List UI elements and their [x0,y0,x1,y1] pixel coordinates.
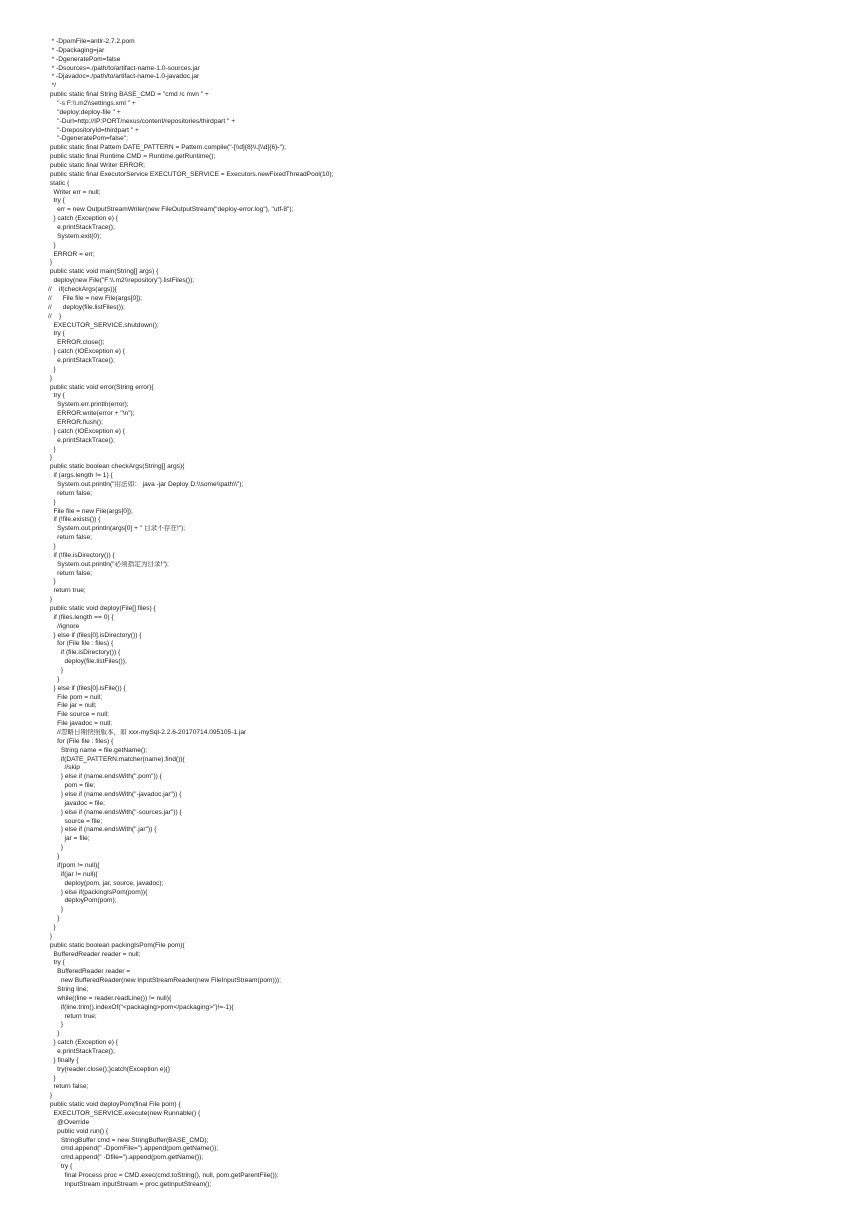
code-line: } [48,1074,56,1082]
code-line: @Override [48,1118,90,1126]
code-line: return false; [48,534,92,542]
code-line: File pom = null; [48,693,103,701]
code-line: e.printStackTrace(); [48,436,115,444]
code-line: } [48,667,64,675]
code-line: e.printStackTrace(); [48,1047,115,1055]
code-line: public static final Writer ERROR; [48,162,145,170]
code-line: return true; [48,587,86,595]
code-line: } [48,365,56,373]
code-line: public static void main(String[] args) { [48,268,159,276]
code-line: while((line = reader.readLine()) != null){ [48,994,172,1002]
code-line: } [48,1021,64,1029]
code-line: } else if (name.endsWith(".pom")) { [48,773,162,781]
code-line: public static final ExecutorService EXECUTOR_SERVICE = Executors.newFixedThreadPool(10); [48,170,334,178]
code-line: try { [48,959,65,967]
code-line: } [48,498,56,506]
code-line: ERROR.flush(); [48,418,103,426]
code-line: } catch (IOException e) { [48,348,125,356]
code-line: } else if (name.endsWith("-javadoc.jar")) { [48,791,182,799]
code-line: "-Durl=http://IP:PORT/nexus/content/repositories/thirdpart " + [48,117,236,125]
code-line: * -Dsources=./path/to/artifact-name-1.0-sources.jar [48,64,200,72]
code-line: } [48,1092,53,1100]
code-line: public static void error(String error){ [48,383,154,391]
code-line: InputStream inputStream = proc.getInputStream(); [48,1180,212,1188]
code-line: try { [48,392,65,400]
code-line: try{reader.close();}catch(Exception e){} [48,1065,171,1073]
code-line: } catch (Exception e) { [48,1039,119,1047]
code-line: try { [48,1163,73,1171]
code-line: "-DgeneratePom=false"; [48,135,128,143]
code-line: // File file = new File(args[0]); [48,294,142,302]
code-line: } [48,906,64,914]
code-line: String name = file.getName(); [48,746,148,754]
code-line: for (File file : files) { [48,640,114,648]
code-line: } [48,374,53,382]
code-line: if(line.trim().indexOf("<packaging>pom</packaging>")!=-1){ [48,1003,234,1011]
code-line: ERROR = err; [48,250,95,258]
code-line: */ [48,82,57,90]
code-line: "-DrepositoryId=thirdpart " + [48,126,139,134]
code-line: for (File file : files) { [48,737,114,745]
code-line: "-s F:\\.m2\\settings.xml " + [48,100,136,108]
code-line: // if(checkArgs(args)){ [48,286,117,294]
code-line: } [48,454,53,462]
code-line: } [48,932,53,940]
code-line: if(jar != null){ [48,870,98,878]
code-line: if(pom != null){ [48,861,100,869]
code-line: System.out.println("必须指定为目录!"); [48,560,169,568]
code-line: return false; [48,569,92,577]
code-line: System.exit(0); [48,232,102,240]
code-line: } else if(packingIsPom(pom)){ [48,888,148,896]
code-line: System.out.println("用法如： java -jar Deploy D:\\some\\path\\"); [48,480,244,488]
code-line: return true; [48,1012,97,1020]
code-line: //忽略日期快照版本，如 xxx-mySql-2.2.6-20170714.095105-1.jar [48,729,247,737]
code-line: } [48,596,53,604]
code-line: "deploy:deploy-file " + [48,108,121,116]
code-line: // } [48,312,62,320]
code-line: StringBuffer cmd = new StringBuffer(BASE_CMD); [48,1136,209,1144]
code-line: } [48,445,56,453]
code-line: javadoc = file; [48,799,105,807]
code-line: return false; [48,489,92,497]
code-line: } [48,853,60,861]
code-line: deploy(file.listFiles()); [48,658,127,666]
code-line: } [48,259,53,267]
code-line: if (args.length != 1) { [48,472,113,480]
code-line: deployPom(pom); [48,897,117,905]
code-line: if (file.isDirectory()) { [48,649,121,657]
code-line: } catch (IOException e) { [48,427,125,435]
code-line: File jar = null; [48,702,97,710]
code-line: BufferedReader reader = [48,968,131,976]
code-line: } [48,923,56,931]
code-line: cmd.append(" -Dfile=").append(pom.getName()); [48,1154,204,1162]
code-line: public static boolean checkArgs(String[] args){ [48,463,185,471]
code-line: * -Dpackaging=jar [48,46,105,54]
code-line: Writer err = null; [48,188,101,196]
code-line: System.err.println(error); [48,401,129,409]
code-line: ERROR.write(error + "\n"); [48,410,135,418]
code-line: deploy(pom, jar, source, javadoc); [48,879,164,887]
code-line: } else if (files[0].isDirectory()) { [48,631,142,639]
code-line: //ignore [48,622,80,630]
code-line: * -Djavadoc=./path/to/artifact-name-1.0-javadoc.jar [48,73,200,81]
code-line: File file = new File(args[0]); [48,507,133,515]
code-line: File javadoc = null; [48,720,112,728]
code-line: source = file; [48,817,103,825]
code-line: * -DpomFile=antlr-2.7.2.pom [48,38,135,45]
code-line: deploy(new File("F:\\.m2\\repository").listFiles()); [48,277,195,285]
code-line: File source = null; [48,711,110,719]
code-line: } [48,675,60,683]
code-line: //skip [48,764,80,772]
code-line: static { [48,179,70,187]
code-line: try { [48,197,65,205]
code-line: if (!file.exists()) { [48,516,101,524]
code-line: } finally { [48,1056,79,1064]
code-line: try { [48,330,65,338]
code-line: err = new OutputStreamWriter(new FileOutputStream("deploy-error.log"), "utf-8"); [48,206,294,214]
code-line: } [48,241,56,249]
code-line: } [48,542,56,550]
code-listing [48,38,848,1190]
code-line: public static void deployPom(final File pom) { [48,1101,181,1109]
code-line: if (files.length == 0) { [48,613,114,621]
code-line: jar = file; [48,835,90,843]
code-line: public static final Runtime CMD = Runtime.getRuntime(); [48,153,216,161]
code-line: public static boolean packingIsPom(File pom){ [48,941,185,949]
code-line: } else if (name.endsWith(".jar")) { [48,826,157,834]
code-line: // deploy(file.listFiles()); [48,303,125,311]
code-line: } catch (Exception e) { [48,215,119,223]
code-line: e.printStackTrace(); [48,224,115,232]
code-line: new BufferedReader(new InputStreamReader(new FileInputStream(pom))); [48,977,281,985]
code-line: } else if (name.endsWith("-sources.jar")) { [48,808,182,816]
code-line: if(DATE_PATTERN.matcher(name).find()){ [48,755,185,763]
code-line: } [48,915,60,923]
code-line: } else if (files[0].isFile()) { [48,684,126,692]
code-line: public void run() { [48,1127,109,1135]
code-line: } [48,1030,60,1038]
code-line: } [48,578,56,586]
code-line: * -DgeneratePom=false [48,55,121,63]
code-line: ERROR.close(); [48,339,105,347]
code-line: System.out.println(args[0] + " 目录不存在!"); [48,525,186,533]
code-line: } [48,844,64,852]
code-line: String line; [48,985,89,993]
code-line: BufferedReader reader = null; [48,950,141,958]
code-line: e.printStackTrace(); [48,356,115,364]
code-line: final Process proc = CMD.exec(cmd.toString(), null, pom.getParentFile()); [48,1172,279,1179]
code-line: public static void deploy(File[] files) { [48,605,156,612]
code-line: public static final String BASE_CMD = "cmd /c mvn " + [48,91,209,99]
code-line: pom = file; [48,782,96,790]
code-line: cmd.append(" -DpomFile=").append(pom.getName()); [48,1145,219,1153]
code-line: EXECUTOR_SERVICE.shutdown(); [48,321,159,329]
code-line: if (!file.isDirectory()) { [48,551,115,559]
code-line: EXECUTOR_SERVICE.execute(new Runnable() { [48,1109,201,1117]
code-line: public static final Pattern DATE_PATTERN = Pattern.compile("-[\\d]{8}\\.[\\d]{6}-"); [48,144,286,152]
code-line: return false; [48,1083,89,1091]
